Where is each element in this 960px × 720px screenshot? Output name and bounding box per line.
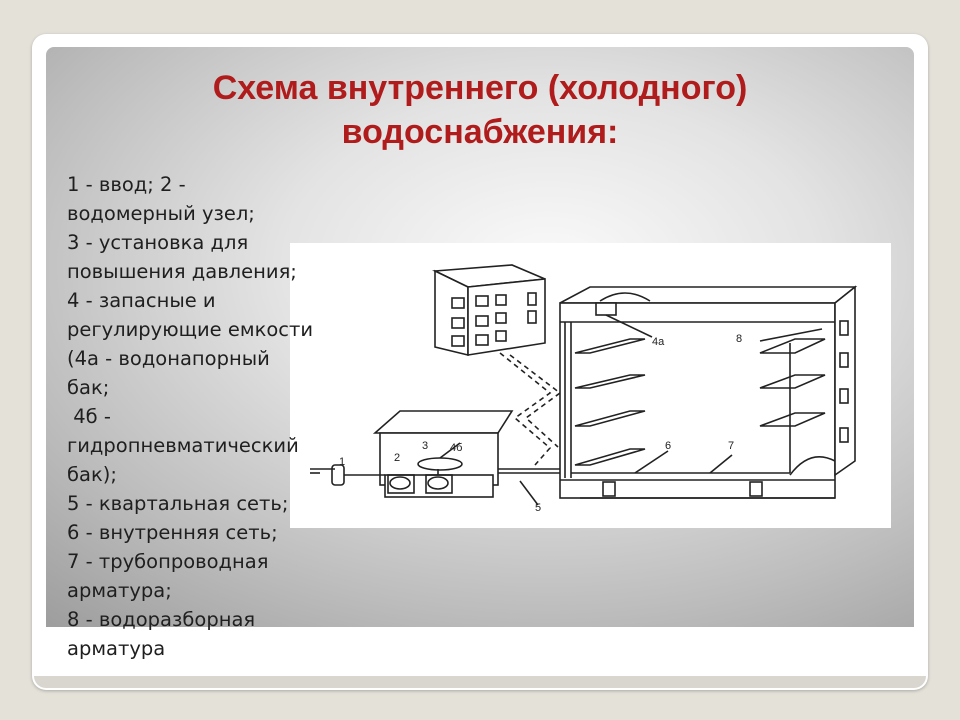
title-line-2: водоснабжения: — [341, 113, 619, 151]
label-6: 6 — [665, 440, 672, 452]
legend-line: 8 - водоразборная — [67, 608, 256, 631]
legend-line: 3 - установка для — [67, 231, 249, 254]
legend-line: 7 - трубопроводная — [67, 550, 269, 573]
legend-line: 5 - квартальная сеть; — [67, 492, 289, 515]
legend-line: бак); — [67, 463, 117, 486]
label-5: 5 — [535, 502, 542, 514]
legend-line: 4 - запасные и — [67, 289, 216, 312]
label-7: 7 — [728, 440, 735, 452]
label-4a: 4а — [652, 336, 665, 348]
tower-supply-line — [500, 353, 560, 465]
legend-line: арматура; — [67, 579, 172, 602]
slide-title — [46, 66, 914, 154]
legend-line: арматура — [67, 637, 166, 660]
legend-line: 6 - внутренняя сеть; — [67, 521, 278, 544]
label-4b: 4б — [450, 442, 463, 454]
water-supply-diagram — [290, 243, 891, 528]
legend-line: 1 - ввод; 2 - — [67, 173, 186, 196]
legend-text — [67, 170, 367, 663]
label-8: 8 — [736, 333, 743, 345]
legend-line: 4б - — [67, 405, 111, 428]
legend-line: бак; — [67, 376, 110, 399]
legend-line: гидропневматический — [67, 434, 299, 457]
legend-line: водомерный узел; — [67, 202, 255, 225]
title-line-1: Схема внутреннего (холодного) — [212, 69, 748, 107]
label-1: 1 — [339, 456, 346, 468]
label-2: 2 — [394, 452, 401, 464]
quarter-network-pipe — [498, 469, 565, 505]
main-building — [560, 287, 855, 498]
slide-frame-shadow — [34, 676, 926, 688]
legend-line: регулирующие емкости — [67, 318, 314, 341]
tower-building — [435, 265, 545, 355]
legend-line: повышения давления; — [67, 260, 297, 283]
label-3: 3 — [422, 440, 429, 452]
legend-line: (4а - водонапорный — [67, 347, 270, 370]
